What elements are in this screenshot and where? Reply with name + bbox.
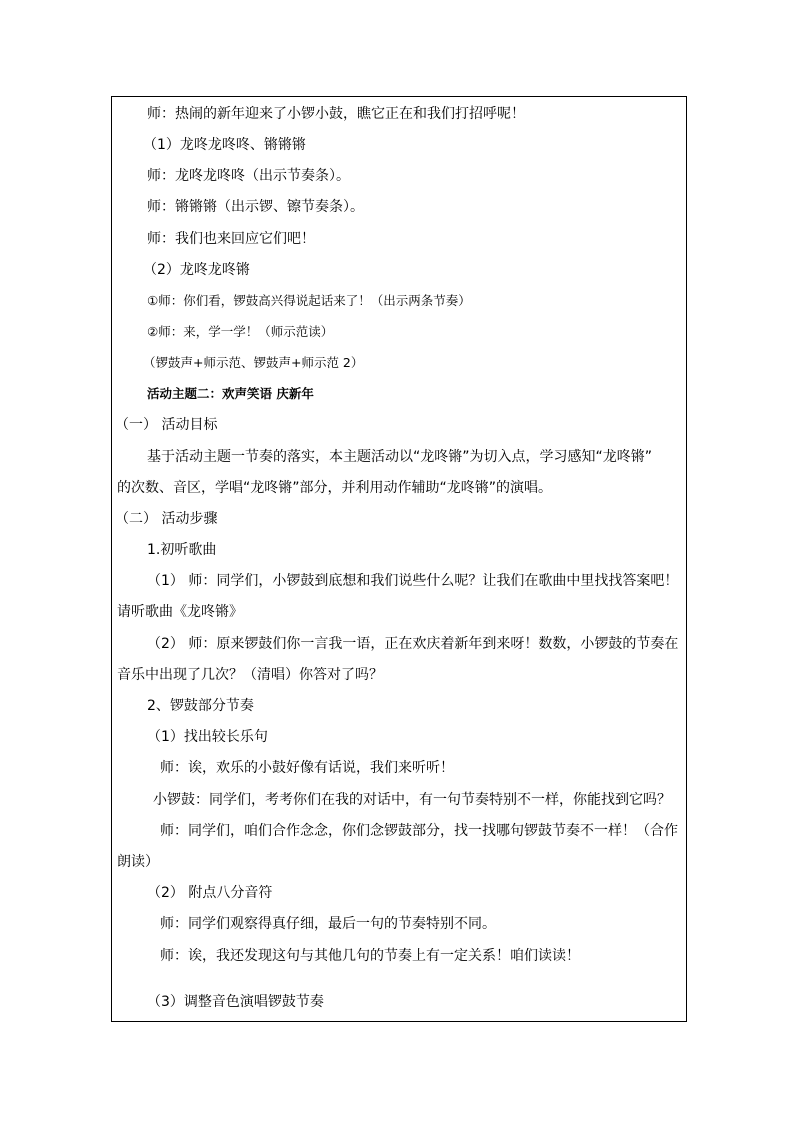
section-heading: （二） 活动步骤 — [115, 511, 218, 527]
text-line: 师：我们也来回应它们吧！ — [147, 231, 315, 247]
text-line: 请听歌曲《龙咚锵》 — [117, 604, 243, 620]
text-line: 师：诶，欢乐的小鼓好像有话说，我们来听听！ — [160, 760, 454, 776]
text-line: 的次数、音区，学唱“龙咚锵”部分，并利用动作辅助“龙咚锵”的演唱。 — [117, 480, 553, 496]
subheading: 1.初听歌曲 — [147, 542, 217, 558]
text-line: 师：热闹的新年迎来了小锣小鼓，瞧它正在和我们打招呼呢！ — [147, 106, 525, 122]
text-line: 师：同学们观察得真仔细，最后一句的节奏特别不同。 — [160, 916, 496, 932]
text-line: 基于活动主题一节奏的落实，本主题活动以“龙咚锵”为切入点，学习感知“龙咚锵” — [147, 449, 653, 465]
text-line: 师：同学们，咱们合作念念，你们念锣鼓部分，找一找哪句锣鼓节奏不一样！（合作 — [160, 823, 678, 839]
text-line: 师：龙咚龙咚咚（出示节奏条）。 — [147, 168, 350, 184]
lesson-table-cell — [111, 96, 687, 1022]
text-line: ②师：来，学一学！（师示范读） — [147, 324, 334, 339]
text-line: 音乐中出现了几次？（清唱）你答对了吗？ — [117, 667, 383, 683]
section-heading: 活动主题二：欢声笑语 庆新年 — [147, 386, 314, 401]
text-line: 师：诶，我还发现这句与其他几句的节奏上有一定关系！咱们读读！ — [160, 948, 580, 964]
text-line: （2） 附点八分音符 — [147, 885, 273, 901]
text-line: 小锣鼓：同学们，考考你们在我的对话中，有一句节奏特别不一样，你能找到它吗？ — [153, 792, 671, 808]
subheading: 2、锣鼓部分节奏 — [147, 698, 254, 714]
text-line: （2） 师：原来锣鼓们你一言我一语，正在欢庆着新年到来呀！数数，小锣鼓的节奏在 — [147, 636, 679, 652]
text-line: （3）调整音色演唱锣鼓节奏 — [147, 994, 324, 1010]
text-line: （2）龙咚龙咚锵 — [143, 262, 250, 278]
text-line: （1）龙咚龙咚咚、锵锵锵 — [143, 137, 306, 153]
text-line: （1） 师：同学们，小锣鼓到底想和我们说些什么呢？让我们在歌曲中里找找答案吧！ — [147, 573, 679, 589]
text-line: 师：锵锵锵（出示锣、镲节奏条）。 — [147, 199, 364, 215]
text-line: （1）找出较长乐句 — [147, 729, 268, 745]
text-line: 朗读） — [117, 854, 159, 870]
section-heading: （一） 活动目标 — [115, 417, 218, 433]
text-line: （锣鼓声+师示范、锣鼓声+师示范 2） — [143, 355, 364, 370]
text-line: ①师：你们看，锣鼓高兴得说起话来了！（出示两条节奏） — [147, 293, 471, 308]
